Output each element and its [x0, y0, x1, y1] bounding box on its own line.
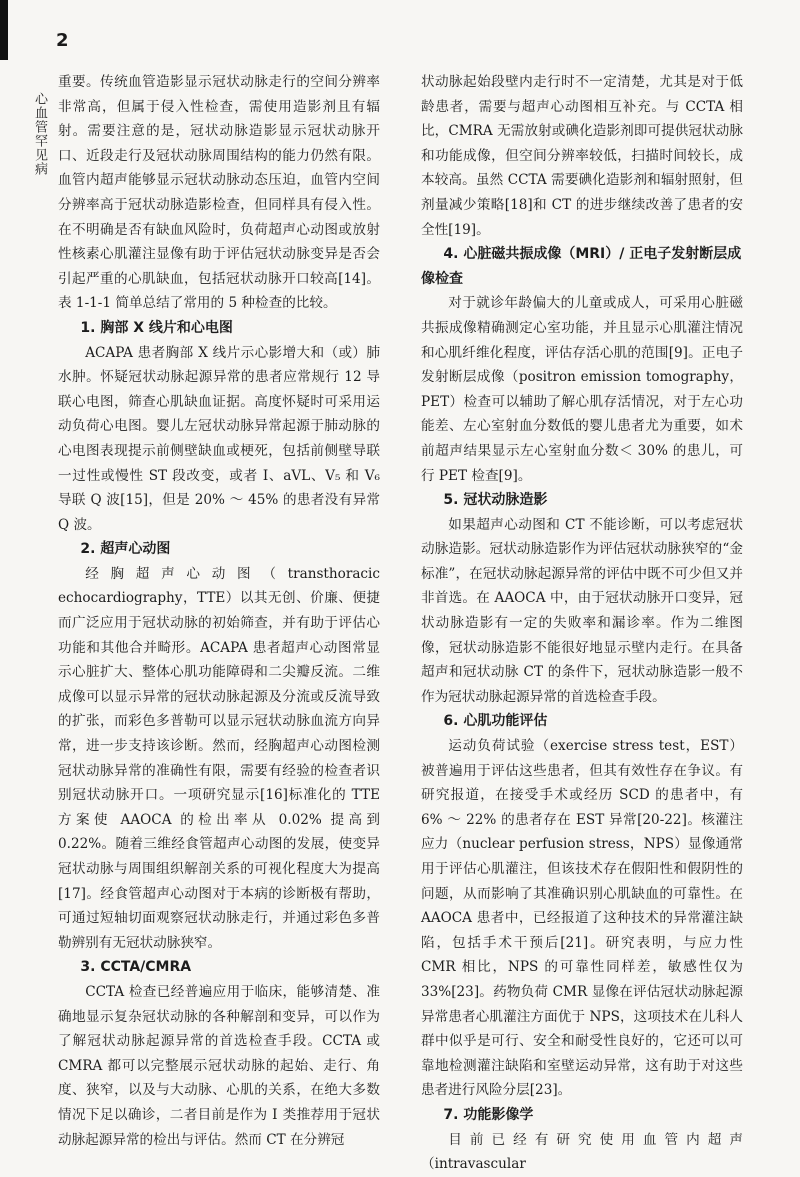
left-column	[58, 70, 380, 1152]
right-column	[421, 70, 743, 1177]
section-heading-mri-pet: 4. 心脏磁共振成像（MRI）/ 正电子发射断层成像检查	[421, 246, 742, 287]
paragraph: CCTA 检查已经普遍应用于临床，能够清楚、准确地显示复杂冠状动脉的各种解剖和变异，可以作为了解冠状动脉起源异常的首选检查手段。CCTA 或 CMRA 都可以完整展示冠状动脉的起始、走行、角度、狭窄，以及与大动脉、心肌的关系，在绝大多数情况下足以确诊，二者目前是作为 Ⅰ 类推荐用于冠状动脉起源异常的检出与评估。然而 CT 在分辨冠	[58, 983, 380, 1148]
section-heading-functional-imaging: 7. 功能影像学	[443, 1106, 534, 1123]
paragraph: 重要。传统血管造影显示冠状动脉走行的空间分辨率非常高，但属于侵入性检查，需使用造影剂且有辐射。需要注意的是，冠状动脉造影显示冠状动脉开口、近段走行及冠状动脉周围结构的能力仍然有限。血管内超声能够显示冠状动脉动态压迫，血管内空间分辨率高于冠状动脉造影检查，但同样具有侵入性。在不明确是否有缺血风险时，负荷超声心动图或放射性核素心肌灌注显像有助于评估冠状动脉变异是否会引起严重的心肌缺血，包括冠状动脉开口较高[14]。表 1-1-1 简单总结了常用的 5 种检查的比较。	[58, 74, 380, 312]
section-heading-echocardiography: 2. 超声心动图	[80, 541, 171, 558]
section-heading-coronary-angiography: 5. 冠状动脉造影	[443, 492, 548, 509]
section-heading-myocardial-function: 6. 心肌功能评估	[443, 713, 548, 730]
paragraph: 状动脉起始段壁内走行时不一定清楚，尤其是对于低龄患者，需要与超声心动图相互补充。与 CCTA 相比，CMRA 无需放射或碘化造影剂即可提供冠状动脉和功能成像，但空间分辨率较低，扫描时间较长，成本较高。虽然 CCTA 需要碘化造影剂和辐射照射，但剂量减少策略[18]和 CT 的进步继续改善了患者的安全性[19]。	[421, 74, 743, 238]
paragraph: 目前已经有研究使用血管内超声（intravascular	[421, 1131, 743, 1173]
page-number: 2	[56, 30, 69, 51]
paragraph: 运动负荷试验（exercise stress test，EST）被普遍用于评估这些患者，但其有效性存在争议。有研究报道，在接受手术或经历 SCD 的患者中，有 6% ～ 22% 的患者存在 EST 异常[20-22]。核灌注应力（nuclear perfusion stress，NPS）显像通常用于评估心肌灌注，但该技术存在假阳性和假阴性的问题，从而影响了其准确识别心肌缺血的可靠性。在 AAOCA 患者中，已经报道了这种技术的异常灌注缺陷，包括手术干预后[21]。研究表明，与应力性 CMR 相比，NPS 的可靠性同样差，敏感性仅为 33%[23]。药物负荷 CMR 显像在评估冠状动脉起源异常患者心肌灌注方面优于 NPS，这项技术在儿科人群中似乎是可行、安全和耐受性良好的，它还可以可靠地检测灌注缺陷和室壁运动异常，这有助于对这些患者进行风险分层[23]。	[421, 738, 743, 1099]
paragraph: 如果超声心动图和 CT 不能诊断，可以考虑冠状动脉造影。冠状动脉造影作为评估冠状动脉狭窄的“金标准”，在冠状动脉起源异常的评估中既不可少但又并非首选。在 AAOCA 中，由于冠状动脉开口变异，冠状动脉造影有一定的失败率和漏诊率。作为二维图像，冠状动脉造影不能很好地显示壁内走行。在具备超声和冠状动脉 CT 的条件下，冠状动脉造影一般不作为冠状动脉起源异常的首选检查手段。	[421, 516, 743, 705]
paragraph: ACAPA 患者胸部 X 线片示心影增大和（或）肺水肿。怀疑冠状动脉起源异常的患者应常规行 12 导联心电图，筛查心肌缺血证据。高度怀疑时可采用运动负荷心电图。婴儿左冠状动脉异常起源于肺动脉的心电图表现提示前侧壁缺血或梗死，包括前侧壁导联一过性或慢性 ST 段改变，或者 Ⅰ、aVL、V₅ 和 V₆ 导联 Q 波[15]，但是 20% ～ 45% 的患者没有异常 Q 波。	[58, 344, 380, 533]
chapter-side-label: 心血管罕见病	[32, 92, 47, 176]
paragraph: 对于就诊年龄偏大的儿童或成人，可采用心脏磁共振成像精确测定心室功能，并且显示心肌灌注情况和心肌纤维化程度，评估存活心肌的范围[9]。正电子发射断层成像（positron emission tomography，PET）检查可以辅助了解心肌存活情况，对于左心功能差、左心室射血分数低的婴儿患者尤为重要，如术前超声结果显示左心室射血分数＜ 30% 的患儿，可行 PET 检查[9]。	[421, 295, 743, 484]
section-heading-ccta-cmra: 3. CCTA/CMRA	[80, 959, 192, 976]
section-heading-xray-ecg: 1. 胸部 X 线片和心电图	[80, 319, 233, 336]
page-edge-tab	[0, 0, 8, 60]
paragraph: 经胸超声心动图（transthoracic echocardiography，TTE）以其无创、价廉、便捷而广泛应用于冠状动脉的初始筛查，并有助于评估心功能和其他合并畸形。ACAPA 患者超声心动图常显示心脏扩大、整体心肌功能障碍和二尖瓣反流。二维成像可以显示异常的冠状动脉起源及分流或反流导致的扩张，而彩色多普勒可以显示冠状动脉血流方向异常，进一步支持该诊断。然而，经胸超声心动图检测冠状动脉异常的准确性有限，需要有经验的检查者识别冠状动脉开口。一项研究显示[16]标准化的 TTE 方案使 AAOCA 的检出率从 0.02% 提高到 0.22%。随着三维经食管超声心动图的发展，使变异冠状动脉与周围组织解剖关系的可视化程度大为提高[17]。经食管超声心动图对于本病的诊断极有帮助，可通过短轴切面观察冠状动脉走行，并通过彩色多普勒辨别有无冠状动脉狭窄。	[58, 565, 380, 951]
